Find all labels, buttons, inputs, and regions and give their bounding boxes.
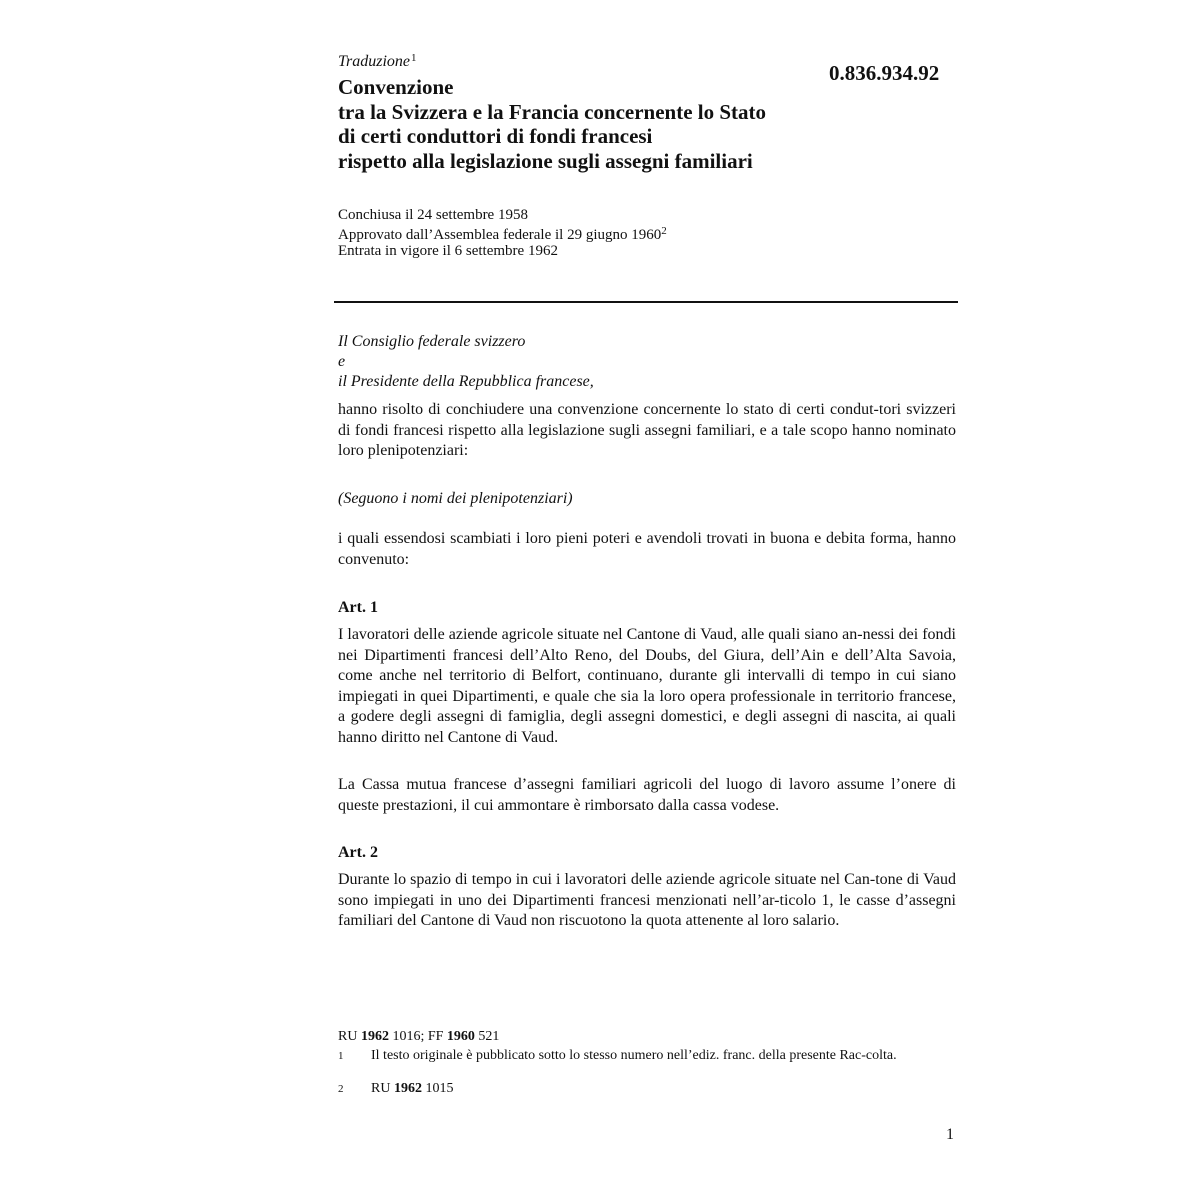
- article-1-paragraph-1: I lavoratori delle aziende agricole situate nel Cantone di Vaud, alle quali siano an-nessi dei fondi nei Dipartimenti francesi dell’Alto Reno, del Doubs, del Giura, dell’Ain e dell’Alta Savoia, come anche nel territorio di Belfort, continuano, durante gli intervalli di tempo in cui siano impiegati in quei Dipartimenti, e quale che sia la loro opera professionale in territorio francese, a godere degli assegni di famiglia, degli assegni domestici, e degli assegni di nascita, ai quali hanno diritto nel Cantone di Vaud.: [338, 626, 956, 746]
- in-force-date: Entrata in vigore il 6 settembre 1962: [338, 243, 558, 259]
- page-number: 1: [946, 1126, 954, 1143]
- concluded-date: Conchiusa il 24 settembre 1958: [338, 207, 528, 223]
- footnote-2: [338, 1081, 948, 1097]
- footnote-1: [338, 1048, 948, 1064]
- preamble-party-1: Il Consiglio federale svizzero: [338, 333, 526, 350]
- source-reference: RU 1962 1016; FF 1960 521: [338, 1029, 500, 1044]
- title-line: rispetto alla legislazione sugli assegni familiari: [338, 148, 753, 173]
- article-1-paragraph-2: La Cassa mutua francese d’assegni familiari agricoli del luogo di lavoro assume l’onere di queste prestazioni, il cui ammontare è rimborsato dalla cassa vodese.: [338, 776, 956, 814]
- sr-number: 0.836.934.92: [829, 61, 940, 85]
- article-2-paragraph-1: Durante lo spazio di tempo in cui i lavoratori delle aziende agricole situate nel Can-tone di Vaud sono impiegati in uno dei Dipartimenti francesi menzionati nell’ar-ticolo 1, le casse d’assegni familiari del Cantone di Vaud non riscuotono la quota attenente al loro salario.: [338, 871, 956, 929]
- footnote-ref-1[interactable]: 1: [411, 52, 417, 64]
- article-2-heading: Art. 2: [338, 844, 378, 861]
- preamble-conjunction: e: [338, 353, 346, 370]
- footnote-number: 1: [338, 1050, 344, 1062]
- footnote-text: RU 1962 1015: [371, 1081, 454, 1096]
- translation-label: Traduzione$^1$: [338, 52, 417, 70]
- preamble-agreement: i quali essendosi scambiati i loro pieni poteri e avendoli trovati in buona e debita forma, hanno convenuto:: [338, 530, 956, 568]
- document-title: [338, 75, 898, 173]
- approved-date: Approvato dall’Assemblea federale il 29 giugno 1960$^2$: [338, 225, 667, 243]
- article-1-heading: Art. 1: [338, 599, 378, 616]
- title-line: Convenzione: [338, 75, 454, 99]
- preamble-party-2: il Presidente della Repubblica francese,: [338, 373, 594, 390]
- title-line: di certi conduttori di fondi francesi: [338, 124, 653, 148]
- title-line: tra la Svizzera e la Francia concernente lo Stato: [338, 99, 767, 124]
- footnote-ref-2[interactable]: 2: [661, 225, 667, 237]
- plenipotentiaries-note: (Seguono i nomi dei plenipotenziari): [338, 490, 573, 507]
- footnote-number: 2: [338, 1083, 344, 1095]
- dates-block: [338, 207, 667, 259]
- footnote-text: Il testo originale è pubblicato sotto lo stesso numero nell’ediz. franc. della presente Rac-colta.: [371, 1048, 897, 1063]
- preamble-resolution: hanno risolto di conchiudere una convenzione concernente lo stato di certi condut-tori svizzeri di fondi francesi rispetto alla legislazione sugli assegni familiari, e a tale scopo hanno nominato loro plenipotenziari:: [338, 401, 956, 459]
- header-divider: [334, 301, 958, 303]
